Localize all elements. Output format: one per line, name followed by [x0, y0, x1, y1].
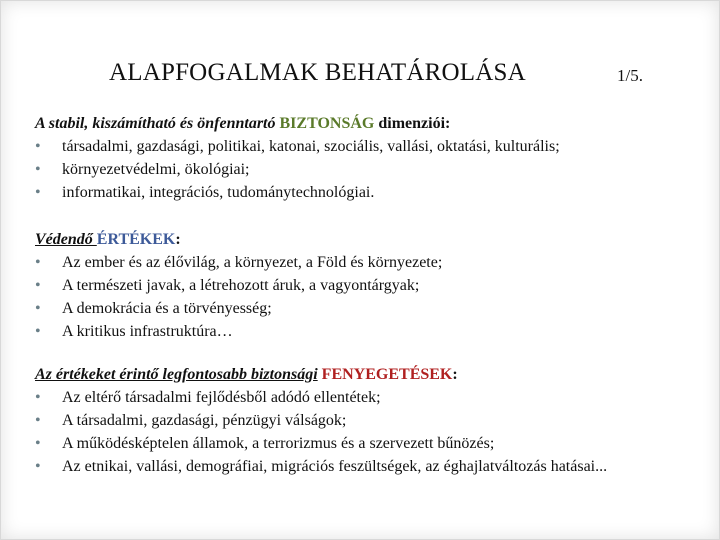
bullet-icon: •	[35, 184, 41, 201]
bullet-icon: •	[35, 254, 41, 271]
list-item-text: A természeti javak, a létrehozott áruk, a vagyontárgyak;	[62, 277, 420, 294]
heading-keyword: FENYEGETÉSEK	[321, 366, 453, 383]
threats-section	[35, 363, 695, 478]
bullet-icon: •	[35, 277, 41, 294]
page-number: 1/5.	[617, 66, 643, 85]
list-item-text: A demokrácia és a törvényesség;	[62, 300, 272, 317]
bullet-icon: •	[35, 389, 41, 406]
heading-prefix: A stabil, kiszámítható és önfenntartó	[35, 115, 276, 132]
list-item	[35, 158, 695, 181]
list-item-text: Az ember és az élővilág, a környezet, a Föld és környezete;	[62, 254, 443, 271]
list-item-text: környezetvédelmi, ökológiai;	[62, 161, 250, 178]
list-item-text: A társadalmi, gazdasági, pénzügyi válságok;	[62, 412, 347, 429]
heading-keyword: ÉRTÉKEK	[96, 231, 176, 248]
heading-suffix: dimenziói:	[374, 115, 451, 132]
list-item-text: Az eltérő társadalmi fejlődésből adódó ellentétek;	[62, 389, 381, 406]
section-heading	[35, 112, 695, 135]
list-item-text: A működésképtelen államok, a terrorizmus és a szervezett bűnözés;	[62, 435, 495, 452]
list-item	[35, 251, 695, 274]
heading-keyword: BIZTONSÁG	[279, 115, 375, 132]
protected-values-section	[35, 228, 695, 343]
list-item	[35, 432, 695, 455]
heading-suffix: :	[452, 366, 458, 383]
bullet-icon: •	[35, 161, 41, 178]
list-item	[35, 274, 695, 297]
list-item-text: A kritikus infrastruktúra…	[62, 323, 233, 340]
list-item-text: Az etnikai, vallási, demográfiai, migrációs feszültségek, az éghajlatváltozás hatásai...	[62, 458, 608, 475]
list-item-text: informatikai, integrációs, tudománytechnológiai.	[62, 184, 375, 201]
list-item	[35, 386, 695, 409]
security-dimensions-section	[35, 112, 695, 204]
bullet-list	[35, 386, 695, 478]
bullet-icon: •	[35, 138, 41, 155]
heading-prefix: Az értékeket érintő legfontosabb biztonsági	[35, 366, 318, 383]
bullet-icon: •	[35, 435, 41, 452]
list-item	[35, 181, 695, 204]
heading-suffix: :	[175, 231, 181, 248]
list-item	[35, 409, 695, 432]
list-item	[35, 297, 695, 320]
list-item	[35, 455, 695, 478]
list-item	[35, 135, 695, 158]
list-item	[35, 320, 695, 343]
bullet-icon: •	[35, 412, 41, 429]
bullet-icon: •	[35, 300, 41, 317]
bullet-icon: •	[35, 458, 41, 475]
heading-prefix: Védendő	[35, 231, 97, 248]
bullet-list	[35, 135, 695, 204]
bullet-list	[35, 251, 695, 343]
section-heading	[35, 228, 695, 251]
bullet-icon: •	[35, 323, 41, 340]
slide-title: ALAPFOGALMAK BEHATÁROLÁSA	[109, 59, 526, 86]
section-heading	[35, 363, 695, 386]
list-item-text: társadalmi, gazdasági, politikai, katonai, szociális, vallási, oktatási, kulturális;	[62, 138, 560, 155]
